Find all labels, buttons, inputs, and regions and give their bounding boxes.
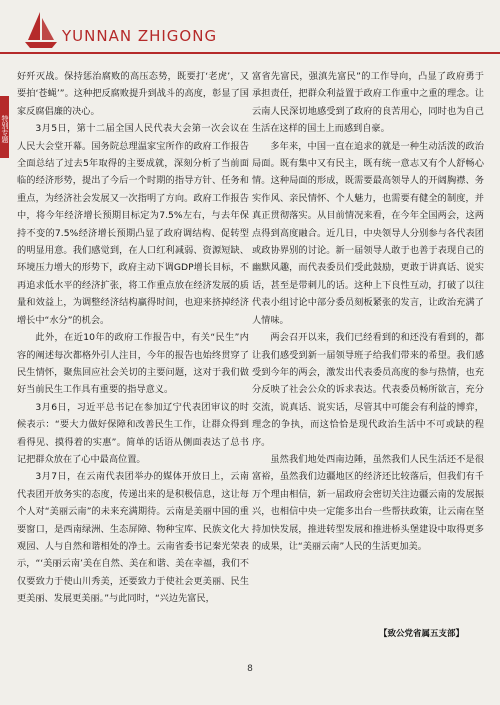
paragraph: 此外，在近10年的政府工作报告中，有关“民生”内容的阐述每次都格外引人注目，今年的报告也始终贯穿了民生情怀，聚焦回应社会关切的主要问题，这对于我们做好当前民生工作具有重要的指导意义。 <box>17 332 249 396</box>
magazine-brand: YUNNAN ZHIGONG <box>62 27 218 45</box>
paragraph: 好歼灭战。保持惩治腐败的高压态势，既要打‘老虎’，又要拍‘苍蝇’”。这种把反腐败提升到战斗的高度，彰显了国家反腐倡廉的决心。 <box>17 71 249 117</box>
paragraph: 3月7日，在云南代表团举办的媒体开放日上，云南代表团开放务实的态度，传递出来的是积极信息，这让每个人对“美丽云南”的未来充满期待。云南是美丽中国的重要窗口，是西南绿洲、生态屏障、物种宝库、民族文化大观园、人与自然和谐相处的净土。云南省委书记秦光荣表示，“‘美丽云南’美在自然、美在和谐、美在幸福，我们不仅要致力于使山川秀美，还要致力于使社会更美丽、民生更美丽、发展更美丽。”与此同时，“兴边先富民， <box>17 471 249 605</box>
header-rule <box>0 52 500 54</box>
page-number: 8 <box>247 664 253 674</box>
paragraph: 富省先富民，强滇先富民”的工作导向，凸显了政府勇于承担责任，把群众利益置于政府工作重中之重的理念。让云南人民深切地感受到了政府的良苦用心，同时也为自己生活在这样的国土上而感到自豪。 <box>252 71 484 135</box>
paragraph: 两会召开以来，我们已经看到的和还没有看到的，都让我们感受到新一届领导班子给我们带来的希望。我们感受到今年的两会，激发出代表委员高度的参与热情，也充分反映了社会公众的诉求表达。代表委员畅所欲言，充分交流，说真话、说实话，尽管其中可能会有利益的博弈，理念的争执，而这恰恰是现代政治生活中不可或缺的程序。 <box>252 332 484 448</box>
source-credit: 【致公党省属五支部】 <box>378 629 464 639</box>
page-header <box>0 0 500 60</box>
paragraph: 虽然我们地处西南边陲，虽然我们人民生活还不是很富裕，虽然我们边疆地区的经济还比较落后，但我们有千万个理由相信，新一届政府会密切关注边疆云南的发展振兴，也相信中央一定能多出台一些帮扶政策，让云南在坚持加快发展，推进转型发展和推进桥头堡建设中取得更多的成果，让“美丽云南”人民的生活更加美。 <box>252 453 484 552</box>
paragraph: 3月6日，习近平总书记在参加辽宁代表团审议的时候表示：“要大力做好保障和改善民生工作，让群众得到看得见、摸得着的实惠”。简单的话语从侧面表达了总书记把群众放在了心中最高位置。 <box>17 401 249 465</box>
paragraph: 3月5日，第十二届全国人民代表大会第一次会议在人民大会堂开幕。国务院总理温家宝所作的政府工作报告全面总结了过去5年取得的主要成就，深刻分析了当前面临的经济形势，提出了今后一个时期的指导方针、任务和重点，为经济社会发展又一次指明了方向。政府工作报告中，将今年经济增长预期目标定为7.5%左右，与去年保持不变的7.5%经济增长预期凸显了政府调结构、促转型的明显用意。我们感觉到，在人口红利减弱、资源短缺、环境压力增大的形势下，政府主动下调GDP增长目标，不再追求低水平的经济扩张，将工作重点放在经济发展的质量和效益上，为调整经济结构赢得时间，也迎来挤掉经济增长中“水分”的机会。 <box>17 123 249 326</box>
paragraph: 多年来，中国一直在追求的就是一种生动活泼的政治局面。既有集中又有民主，既有统一意志又有个人舒畅心情。这种局面的形成，既需要最高领导人的开阔胸襟、务实作风、亲民情怀、个人魅力，也需要有健全的制度，并真正贯彻落实。从目前情况来看，在今年全国两会，这两点得到高度融合。近几日，中央领导人分别参与各代表团或政协界别的讨论。新一届领导人敢于也善于表现自己的幽默风趣，而代表委员们受此鼓励，更敢于讲真话、说实话，甚至是带刺儿的话。这种上下良性互动，打破了以往代表小组讨论中部分委员刻板紧张的发言，让政治充满了人情味。 <box>252 140 484 326</box>
sailboat-logo-icon <box>22 8 60 52</box>
right-column <box>252 68 484 555</box>
left-column <box>17 68 249 608</box>
section-side-tab: 特别专题 <box>0 96 9 158</box>
